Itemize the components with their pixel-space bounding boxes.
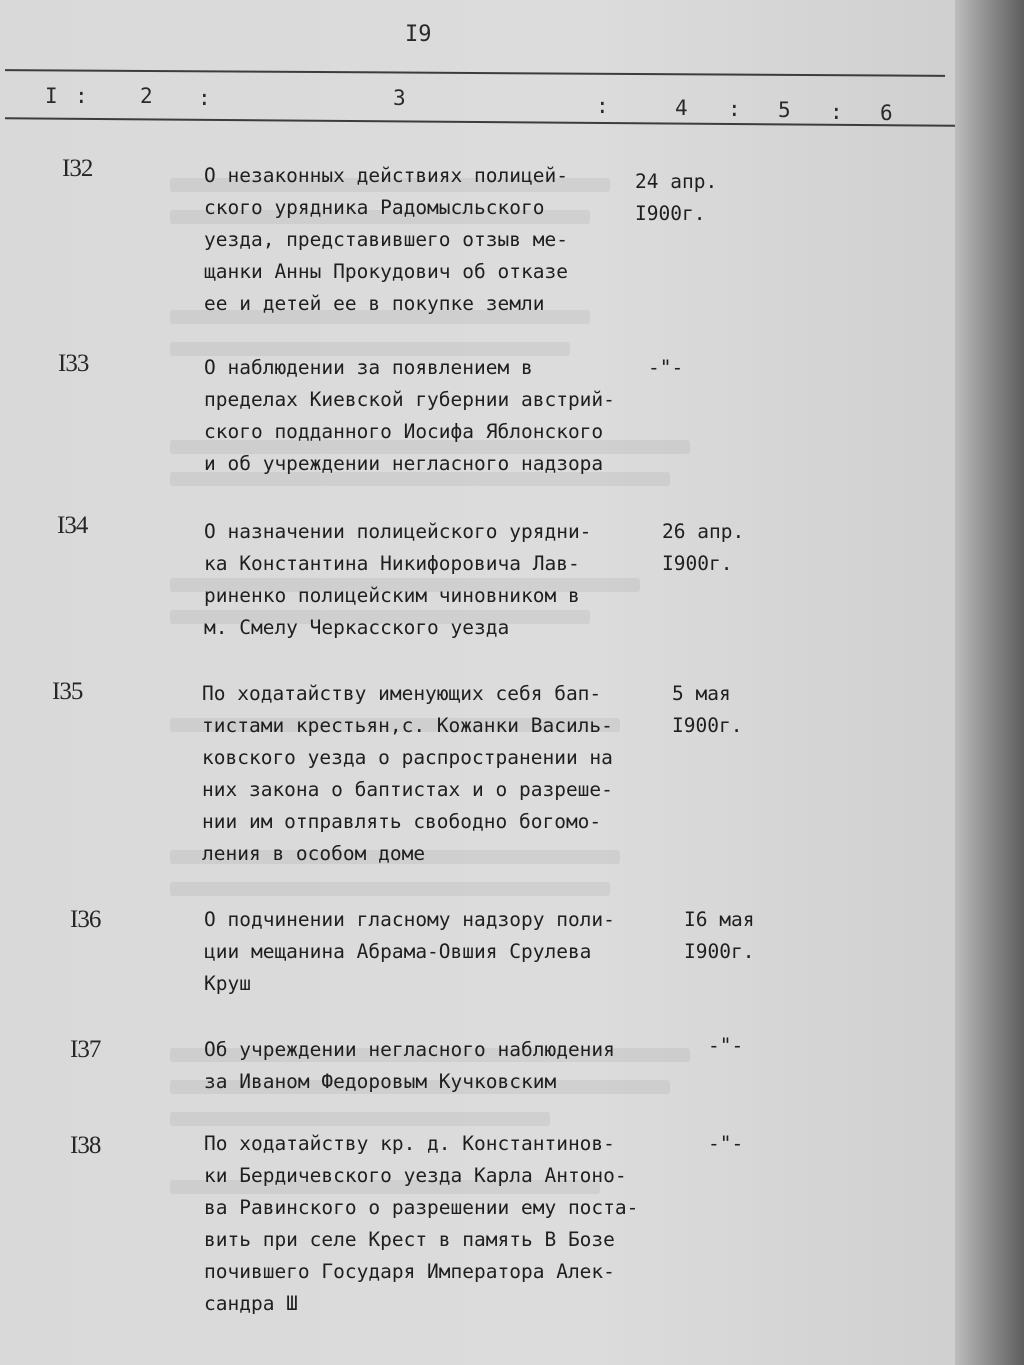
entry-date <box>635 166 717 230</box>
column-header-2: 2 <box>140 84 153 108</box>
entry-date <box>708 1128 743 1160</box>
entry-description <box>204 904 684 1000</box>
entry-description <box>204 516 684 644</box>
entry-description <box>204 352 684 480</box>
entry-line: ковского уезда о распространении на <box>202 746 613 769</box>
entry-line: О назначении полицейского урядни- <box>204 520 592 543</box>
entry-line: щанки Анны Прокудович об отказе <box>204 260 568 283</box>
entry-line: ления в особом доме <box>202 842 426 865</box>
entry-date <box>684 904 754 968</box>
entry-date <box>662 516 744 580</box>
entry-description <box>204 1128 684 1320</box>
column-separator: : <box>728 97 741 121</box>
entry-date <box>672 678 742 742</box>
column-separator: : <box>830 100 843 124</box>
entry-date-line: I900г. <box>672 714 743 737</box>
entry-date-line: I900г. <box>684 940 755 963</box>
entry-line: ка Константина Никифоровича Лав- <box>204 552 580 575</box>
entry-date-line: 26 апр. <box>662 520 745 543</box>
entry-line: Круш <box>204 972 251 995</box>
entry-line: нии им отправлять свободно богомо- <box>202 810 602 833</box>
entry-number: I36 <box>70 906 101 933</box>
page-number: I9 <box>405 22 432 47</box>
entry-line: По ходатайству кр. д. Константинов- <box>204 1132 615 1155</box>
entry-description <box>204 160 684 320</box>
column-separator: : <box>198 86 211 110</box>
entry-number: I32 <box>62 155 93 182</box>
entry-date <box>708 1030 743 1062</box>
column-header-5: 5 <box>778 98 791 122</box>
entry-date <box>648 352 683 384</box>
entry-date-line: -"- <box>648 356 684 379</box>
column-header-4: 4 <box>675 96 688 120</box>
entry-number: I38 <box>70 1132 101 1159</box>
entry-description <box>202 678 682 870</box>
page-edge-shadow <box>955 0 1024 1365</box>
entry-line: почившего Государя Императора Алек- <box>204 1260 615 1283</box>
entry-line: ки Бердичевского уезда Карла Антоно- <box>204 1164 627 1187</box>
entry-line: м. Смелу Черкасского уезда <box>204 616 510 639</box>
entry-line: тистами крестьян,с. Кожанки Василь- <box>202 714 613 737</box>
entry-description <box>204 1034 684 1098</box>
entry-line: ского подданного Иосифа Яблонского <box>204 420 604 443</box>
entry-line: О наблюдении за появлением в <box>204 356 533 379</box>
entry-line: уезда, представившего отзыв ме- <box>204 228 568 251</box>
column-header-6: 6 <box>880 101 893 125</box>
entry-line: ее и детей ее в покупке земли <box>204 292 545 315</box>
header-top-rule <box>5 69 945 77</box>
column-header-1: I <box>45 84 58 108</box>
entry-number: I34 <box>57 512 88 539</box>
entry-line: ского урядника Радомысльского <box>204 196 545 219</box>
header-bottom-rule <box>5 117 955 126</box>
entry-line: риненко полицейским чиновником в <box>204 584 580 607</box>
entry-line: О подчинении гласному надзору поли- <box>204 908 615 931</box>
entry-date-line: 5 мая <box>672 682 731 705</box>
entry-line: ва Равинского о разрешении ему поста- <box>204 1196 639 1219</box>
entry-date-line: I900г. <box>635 202 706 225</box>
entry-line: По ходатайству именующих себя бап- <box>202 682 602 705</box>
entry-number: I35 <box>52 678 83 705</box>
column-separator: : <box>596 94 609 118</box>
entry-number: I37 <box>70 1036 101 1063</box>
entry-date-line: I6 мая <box>684 908 755 931</box>
entry-date-line: 24 апр. <box>635 170 718 193</box>
entry-line: за Иваном Федоровым Кучковским <box>204 1070 557 1093</box>
entry-line: О незаконных действиях полицей- <box>204 164 568 187</box>
entry-line: сандра Ш <box>204 1292 298 1315</box>
entry-line: ции мещанина Абрама-Овшия Срулева <box>204 940 592 963</box>
entry-line: Об учреждении негласного наблюдения <box>204 1038 615 1061</box>
entry-line: пределах Киевской губернии австрий- <box>204 388 615 411</box>
entry-line: и об учреждении негласного надзора <box>204 452 604 475</box>
entry-line: вить при селе Крест в память В Бозе <box>204 1228 615 1251</box>
entry-date-line: -"- <box>708 1034 744 1057</box>
column-separator: : <box>75 84 88 108</box>
entry-number: I33 <box>58 350 89 377</box>
entry-line: них закона о баптистах и о разреше- <box>202 778 613 801</box>
entry-date-line: I900г. <box>662 552 733 575</box>
column-header-3: 3 <box>393 86 406 110</box>
entry-date-line: -"- <box>708 1132 744 1155</box>
